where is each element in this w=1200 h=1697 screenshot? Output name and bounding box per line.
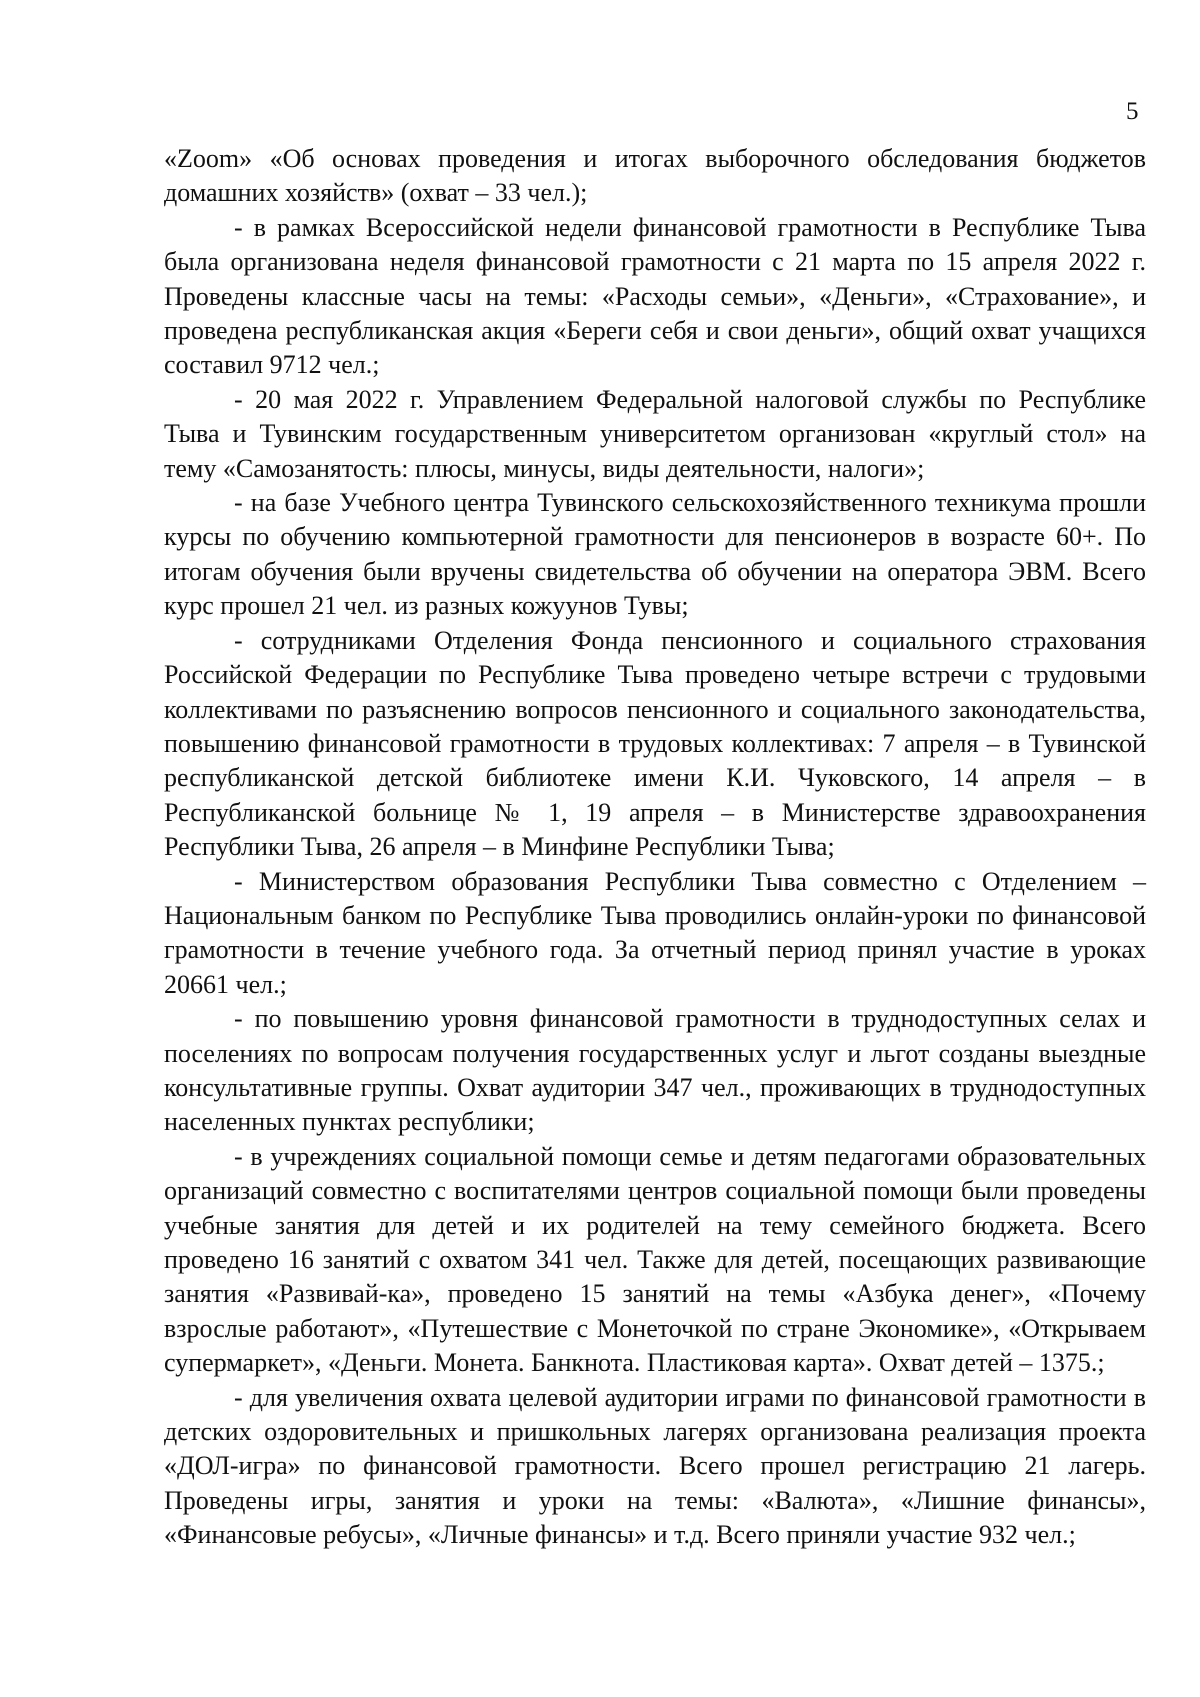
paragraph-computer-courses: - на базе Учебного центра Тувинского сельскохозяйственного техникума прошли курсы по обучению компьютерной грамотности для пенсионеров в возрасте 60+. По итогам обучения были вручены свидетельства об обучении на оператора ЭВМ. Всего курс прошел 21 чел. из разных кожуунов Тувы; — [164, 488, 1146, 621]
paragraph-financial-literacy-week: - в рамках Всероссийской недели финансовой грамотности в Республике Тыва была организована неделя финансовой грамотности с 21 марта по 15 апреля 2022 г. Проведены классные часы на темы: «Расходы семьи», «Деньги», «Страхование», и проведена республиканская акция «Береги себя и свои деньги», общий охват учащихся составил 9712 чел.; — [164, 212, 1146, 380]
paragraph-round-table: - 20 мая 2022 г. Управлением Федеральной налоговой службы по Республике Тыва и Тувинским государственным университетом организован «круглый стол» на тему «Самозанятость: плюсы, минусы, виды деятельности, налоги»; — [164, 384, 1146, 483]
paragraph-pension-fund-meetings: - сотрудниками Отделения Фонда пенсионного и социального страхования Российской Федерации по Республике Тыва проведено четыре встречи с трудовыми коллективами по разъяснению вопросов пенсионного и социального законодательства, повышению финансовой грамотности в трудовых коллективах: 7 апреля – в Тувинской республиканской детской библиотеке имени К.И. Чуковского, 14 апреля – в Республиканской больнице № 1, 19 апреля – в Министерстве здравоохранения Республики Тыва, 26 апреля – в Минфине Республики Тыва; — [164, 625, 1146, 862]
paragraph-camp-games: - для увеличения охвата целевой аудитории играми по финансовой грамотности в детских оздоровительных и пришкольных лагерях организована реализация проекта «ДОЛ-игра» по финансовой грамотности. Всего прошел регистрацию 21 лагерь. Проведены игры, занятия и уроки на темы: «Валюта», «Лишние финансы», «Финансовые ребусы», «Личные финансы» и т.д. Всего приняли участие 932 чел.; — [164, 1382, 1146, 1550]
paragraph-family-budget-classes: - в учреждениях социальной помощи семье и детям педагогами образовательных организаций совместно с воспитателями центров социальной помощи были проведены учебные занятия для детей и их родителей на тему семейного бюджета. Всего проведено 16 занятий с охватом 341 чел. Также для детей, посещающих развивающие занятия «Развивай-ка», проведено 15 занятий на темы «Азбука денег», «Почему взрослые работают», «Путешествие с Монеточкой по стране Экономике», «Открываем супермаркет», «Деньги. Монета. Банкнота. Пластиковая карта». Охват детей – 1375.; — [164, 1141, 1146, 1378]
paragraph-zoom-seminar: «Zoom» «Об основах проведения и итогах выборочного обследования бюджетов домашних хозяйств» (охват – 33 чел.); — [164, 144, 1146, 208]
paragraph-online-lessons: - Министерством образования Республики Тыва совместно с Отделением – Национальным банком по Республике Тыва проводились онлайн-уроки по финансовой грамотности в течение учебного года. За отчетный период принял участие в уроках 20661 чел.; — [164, 866, 1146, 999]
paragraph-consulting-groups: - по повышению уровня финансовой грамотности в труднодоступных селах и поселениях по вопросам получения государственных услуг и льгот созданы выездные консультативные группы. Охват аудитории 347 чел., проживающих в труднодоступных населенных пунктах республики; — [164, 1004, 1146, 1137]
body-text — [164, 142, 1146, 1553]
page-number: 5 — [1126, 98, 1139, 125]
